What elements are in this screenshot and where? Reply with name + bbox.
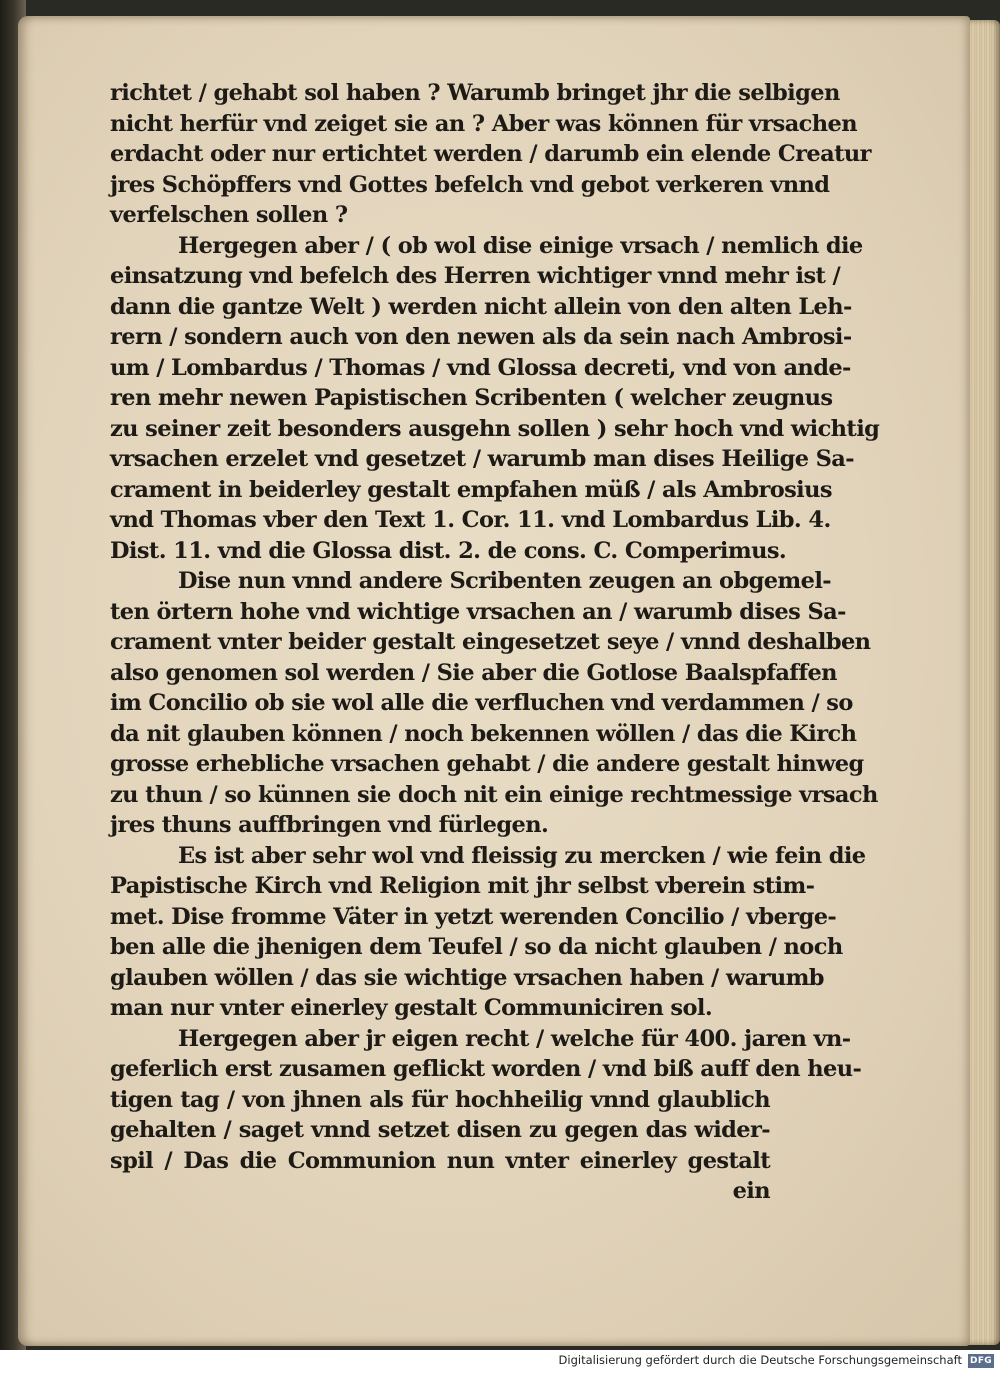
- text-line: Dise nun vnnd andere Scribenten zeugen an obgemel-: [178, 568, 832, 594]
- text-line: vrsachen erzelet vnd gesetzet / warumb man dises Heilige Sa-: [110, 446, 855, 472]
- text-line: man nur vnter einerley gestalt Communiciren sol.: [110, 995, 713, 1021]
- text-line: crament vnter beider gestalt eingesetzet seye / vnnd deshalben: [110, 629, 871, 655]
- page-text: [110, 78, 880, 1207]
- text-line: zu thun / so künnen sie doch nit ein einige rechtmessige vrsach: [110, 781, 878, 808]
- text-line: da nit glauben können / noch bekennen wöllen / das die Kirch: [110, 720, 857, 747]
- catchword: ein: [732, 1178, 770, 1204]
- text-line: richtet / gehabt sol haben ? Warumb bringet jhr die selbigen: [110, 80, 840, 106]
- text-line: Hergegen aber jr eigen recht / welche für 400. jaren vn-: [178, 1025, 851, 1052]
- text-line: rern / sondern auch von den newen als da sein nach Ambrosi-: [110, 324, 852, 350]
- text-line: einsatzung vnd befelch des Herren wichtiger vnnd mehr ist /: [110, 263, 841, 289]
- text-line: Papistische Kirch vnd Religion mit jhr selbst vberein stim-: [110, 873, 815, 899]
- text-line: glauben wöllen / das sie wichtige vrsachen haben / warumb: [110, 964, 824, 991]
- text-line: vnd Thomas vber den Text 1. Cor. 11. vnd Lombardus Lib. 4.: [110, 507, 831, 533]
- text-line: Es ist aber sehr wol vnd fleissig zu mercken / wie fein die: [178, 842, 866, 869]
- dfg-logo: DFG: [968, 1354, 994, 1368]
- text-line: verfelschen sollen ?: [110, 202, 348, 228]
- text-line: ten örtern hohe vnd wichtige vrsachen an / warumb dises Sa-: [110, 598, 846, 625]
- text-line: im Concilio ob sie wol alle die verfluchen vnd verdammen / so: [110, 690, 853, 716]
- text-line: gehalten / saget vnnd setzet disen zu gegen das wider-: [110, 1117, 770, 1143]
- text-line: Hergegen aber / ( ob wol dise einige vrsach / nemlich die: [178, 232, 863, 259]
- text-line: dann die gantze Welt ) werden nicht allein von den alten Leh-: [110, 293, 852, 320]
- funding-credit: Digitalisierung gefördert durch die Deutsche Forschungsgemeinschaft: [558, 1353, 962, 1367]
- text-line: geferlich erst zusamen geflickt worden / vnd biß auff den heu-: [110, 1056, 862, 1082]
- text-line: grosse erhebliche vrsachen gehabt / die andere gestalt hinweg: [110, 751, 864, 777]
- text-line: jres thuns auffbringen vnd fürlegen.: [110, 812, 549, 838]
- text-line: nicht herfür vnd zeiget sie an ? Aber was können für vrsachen: [110, 110, 858, 137]
- text-line: ren mehr newen Papistischen Scribenten ( welcher zeugnus: [110, 385, 833, 411]
- text-line: spil / Das die Communion nun vnter einerley gestalt: [110, 1147, 770, 1174]
- text-line: Dist. 11. vnd die Glossa dist. 2. de cons. C. Comperimus.: [110, 537, 787, 564]
- text-line: jres Schöpffers vnd Gottes befelch vnd gebot verkeren vnnd: [110, 171, 830, 198]
- text-line: also genomen sol werden / Sie aber die Gotlose Baalspfaffen: [110, 659, 837, 686]
- text-line: crament in beiderley gestalt empfahen müß / als Ambrosius: [110, 476, 832, 503]
- text-line: tigen tag / von jhnen als für hochheilig vnnd glaublich: [110, 1086, 770, 1113]
- footer-bar: [0, 1350, 1000, 1373]
- text-line: erdacht oder nur ertichtet werden / darumb ein elende Creatur: [110, 141, 871, 167]
- text-line: um / Lombardus / Thomas / vnd Glossa decreti, vnd von ande-: [110, 354, 851, 381]
- text-line: ben alle die jhenigen dem Teufel / so da nicht glauben / noch: [110, 934, 843, 960]
- text-line: zu seiner zeit besonders ausgehn sollen ) sehr hoch vnd wichtig: [110, 415, 880, 442]
- text-line: met. Dise fromme Väter in yetzt werenden Concilio / vberge-: [110, 903, 837, 930]
